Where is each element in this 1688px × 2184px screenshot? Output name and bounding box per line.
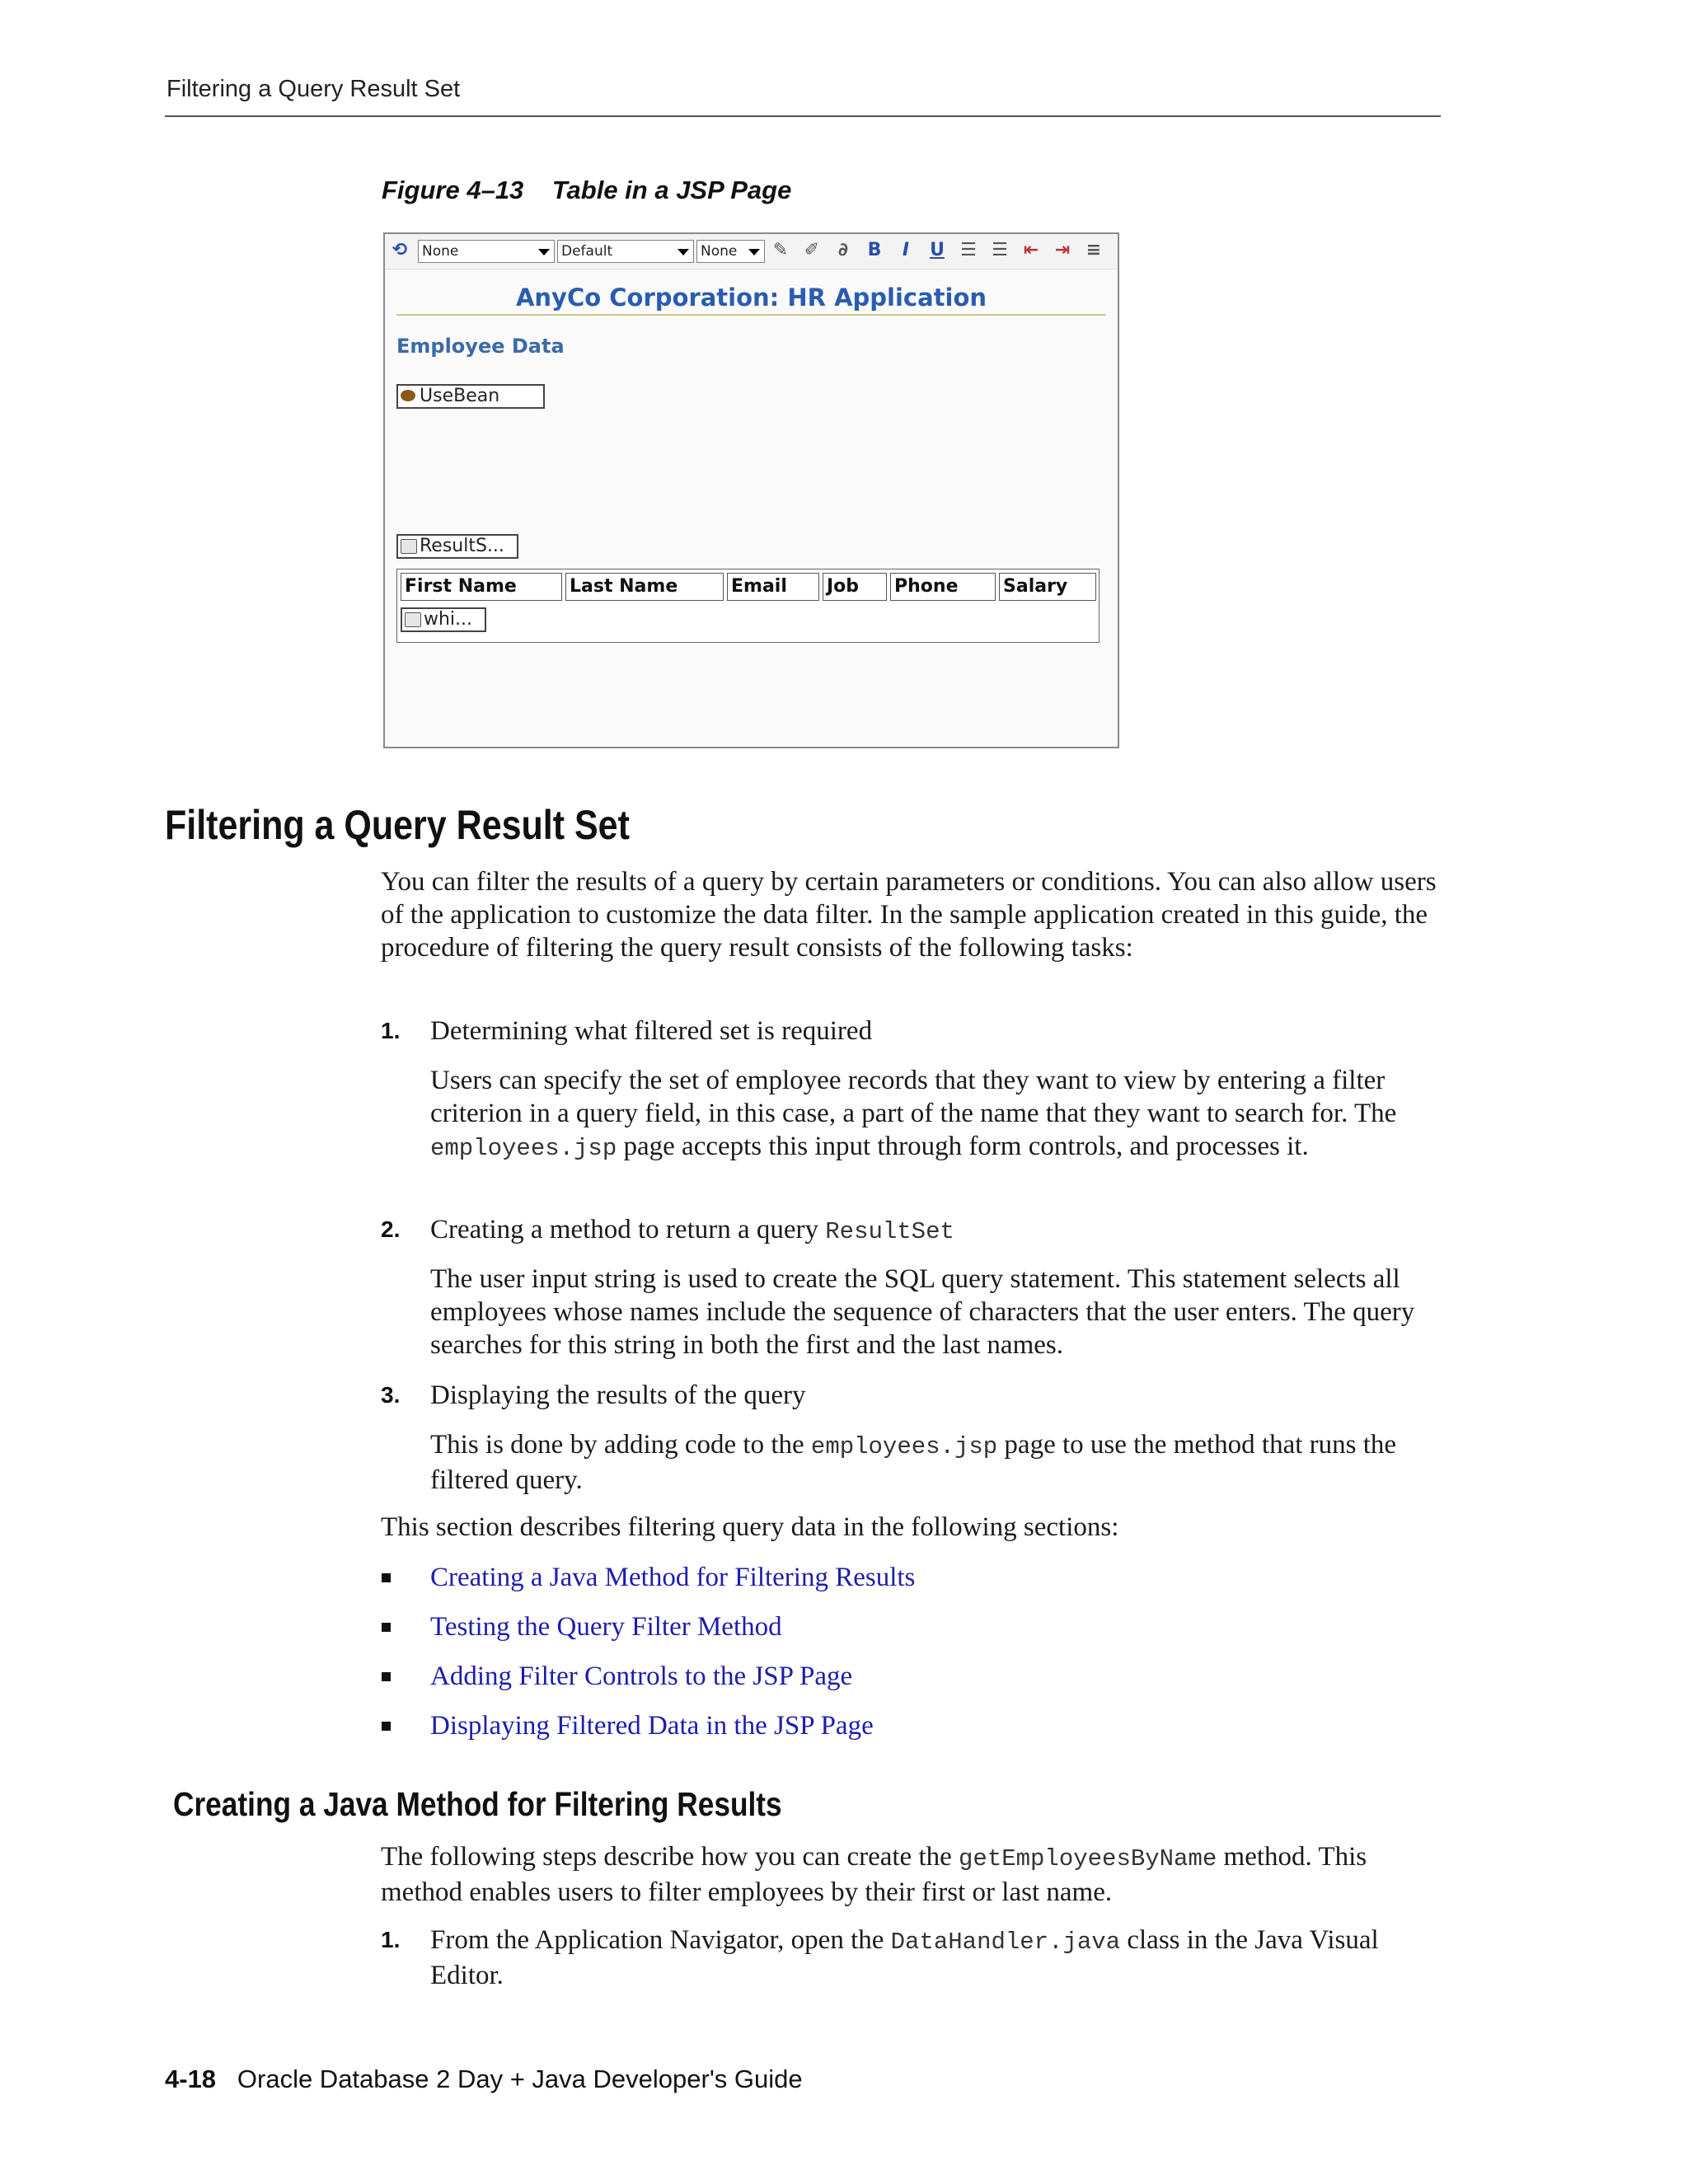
- column-header[interactable]: Email: [727, 573, 819, 601]
- column-header[interactable]: Last Name: [565, 573, 724, 601]
- step-title: Determining what filtered set is required: [430, 1016, 873, 1046]
- while-label: whi...: [424, 609, 473, 630]
- employee-table: [396, 569, 1100, 643]
- step-number: 1.: [381, 1927, 401, 1952]
- bullet: [382, 1623, 391, 1632]
- italic-icon[interactable]: I: [902, 240, 910, 260]
- usebean-label: UseBean: [420, 386, 500, 406]
- text-run: Creating a method to return a query: [430, 1215, 826, 1244]
- link-displaying-filtered-data[interactable]: Displaying Filtered Data in the JSP Page: [430, 1711, 874, 1741]
- scriptlet-icon: [401, 539, 417, 554]
- header-rule: [165, 115, 1441, 117]
- text-run: This is done by adding code to the: [430, 1430, 811, 1460]
- jsp-editor-screenshot: [383, 232, 1119, 748]
- edit-icon[interactable]: ✎: [772, 240, 789, 260]
- book-title: Oracle Database 2 Day + Java Developer's Guide: [237, 2064, 803, 2093]
- step-description: The user input string is used to create the SQL query statement. This statement selects all employees whose names include the sequence of characters that the user enters. The query searches for this string in both the first and the last names.: [430, 1264, 1415, 1360]
- bullet: [382, 1672, 391, 1681]
- text-run: page to use the method that runs the filtered query.: [430, 1430, 1397, 1495]
- sections-intro: This section describes filtering query data in the following sections:: [381, 1512, 1119, 1542]
- bullet: [382, 1722, 391, 1731]
- text-run: class in the Java Visual Editor.: [430, 1925, 1379, 1990]
- bullet: [382, 1573, 391, 1582]
- underline-icon[interactable]: U: [930, 240, 945, 260]
- section-intro: You can filter the results of a query by certain parameters or conditions. You can also allow users of the application to customize the data filter. In the sample application created in this guide, the procedure of filtering the query result consists of the following tasks:: [381, 867, 1437, 963]
- step-number: 1.: [381, 1018, 401, 1043]
- step-number: 2.: [381, 1216, 401, 1242]
- column-header[interactable]: First Name: [401, 573, 562, 601]
- bold-icon[interactable]: B: [867, 240, 882, 260]
- figure-caption: Figure 4–13 Table in a JSP Page: [382, 176, 792, 204]
- code-run: DataHandler.java: [890, 1929, 1121, 1956]
- style-select-value: None: [422, 243, 459, 260]
- link-adding-filter-controls[interactable]: Adding Filter Controls to the JSP Page: [430, 1661, 853, 1691]
- step-title: [430, 1213, 1444, 1249]
- page-footer: [165, 2064, 803, 2094]
- step-number: 3.: [381, 1382, 401, 1408]
- numbered-list-icon[interactable]: ☰: [960, 240, 977, 260]
- scriptlet-icon: [405, 612, 421, 627]
- size-select-value: None: [701, 243, 738, 260]
- column-header[interactable]: Phone: [890, 573, 996, 601]
- code-run: ResultSet: [825, 1218, 954, 1245]
- link-creating-java-method[interactable]: Creating a Java Method for Filtering Results: [430, 1563, 916, 1592]
- bullet-list-icon[interactable]: ☰: [992, 240, 1008, 260]
- page-number: 4-18: [165, 2064, 217, 2093]
- paint-icon[interactable]: ✐: [804, 240, 820, 260]
- align-icon[interactable]: ≡: [1085, 240, 1102, 260]
- app-title-rule: [396, 314, 1106, 316]
- step-text: [430, 1924, 1444, 1992]
- text-run: Users can specify the set of employee records that they want to view by entering a filter criterion in a query field, in this case, a part of the name that they want to search for. The: [430, 1066, 1397, 1128]
- indent-icon[interactable]: ⇥: [1054, 240, 1071, 260]
- usebean-tag[interactable]: [396, 384, 545, 409]
- column-header[interactable]: Job: [823, 573, 887, 601]
- resultset-tag[interactable]: [396, 534, 518, 559]
- step-description: [430, 1428, 1444, 1497]
- outdent-icon[interactable]: ⇤: [1023, 240, 1039, 260]
- chevron-down-icon: [538, 249, 550, 255]
- size-select[interactable]: [696, 240, 765, 263]
- resultset-label: ResultS...: [420, 536, 504, 556]
- attach-icon[interactable]: ∂: [838, 240, 848, 260]
- subsection-intro: [381, 1840, 1444, 1909]
- font-select[interactable]: [557, 240, 694, 263]
- app-title: AnyCo Corporation: HR Application: [515, 284, 987, 312]
- bean-icon: [401, 390, 415, 401]
- font-select-value: Default: [561, 243, 613, 260]
- step-description: [430, 1064, 1444, 1165]
- code-run: employees.jsp: [430, 1135, 617, 1162]
- while-tag[interactable]: [401, 607, 486, 632]
- running-header: Filtering a Query Result Set: [166, 76, 461, 102]
- step-title: Displaying the results of the query: [430, 1380, 806, 1410]
- text-run: page accepts this input through form controls, and processes it.: [617, 1132, 1309, 1161]
- link-testing-query-filter[interactable]: Testing the Query Filter Method: [430, 1612, 782, 1642]
- employee-data-heading: Employee Data: [396, 335, 565, 358]
- text-run: The following steps describe how you can create the: [381, 1842, 959, 1872]
- text-run: From the Application Navigator, open the: [430, 1925, 891, 1955]
- section-title: Filtering a Query Result Set: [165, 802, 630, 848]
- chevron-down-icon: [748, 249, 760, 255]
- code-run: getEmployeesByName: [959, 1845, 1217, 1872]
- code-run: employees.jsp: [810, 1433, 998, 1460]
- chevron-down-icon: [678, 249, 689, 255]
- column-header[interactable]: Salary: [999, 573, 1096, 601]
- style-select[interactable]: [418, 240, 555, 263]
- text-run: method. This method enables users to filter employees by their first or last name.: [381, 1842, 1367, 1907]
- editor-toolbar: [385, 234, 1118, 269]
- subsection-title: Creating a Java Method for Filtering Results: [173, 1785, 782, 1823]
- link-icon[interactable]: ⟲: [392, 240, 408, 260]
